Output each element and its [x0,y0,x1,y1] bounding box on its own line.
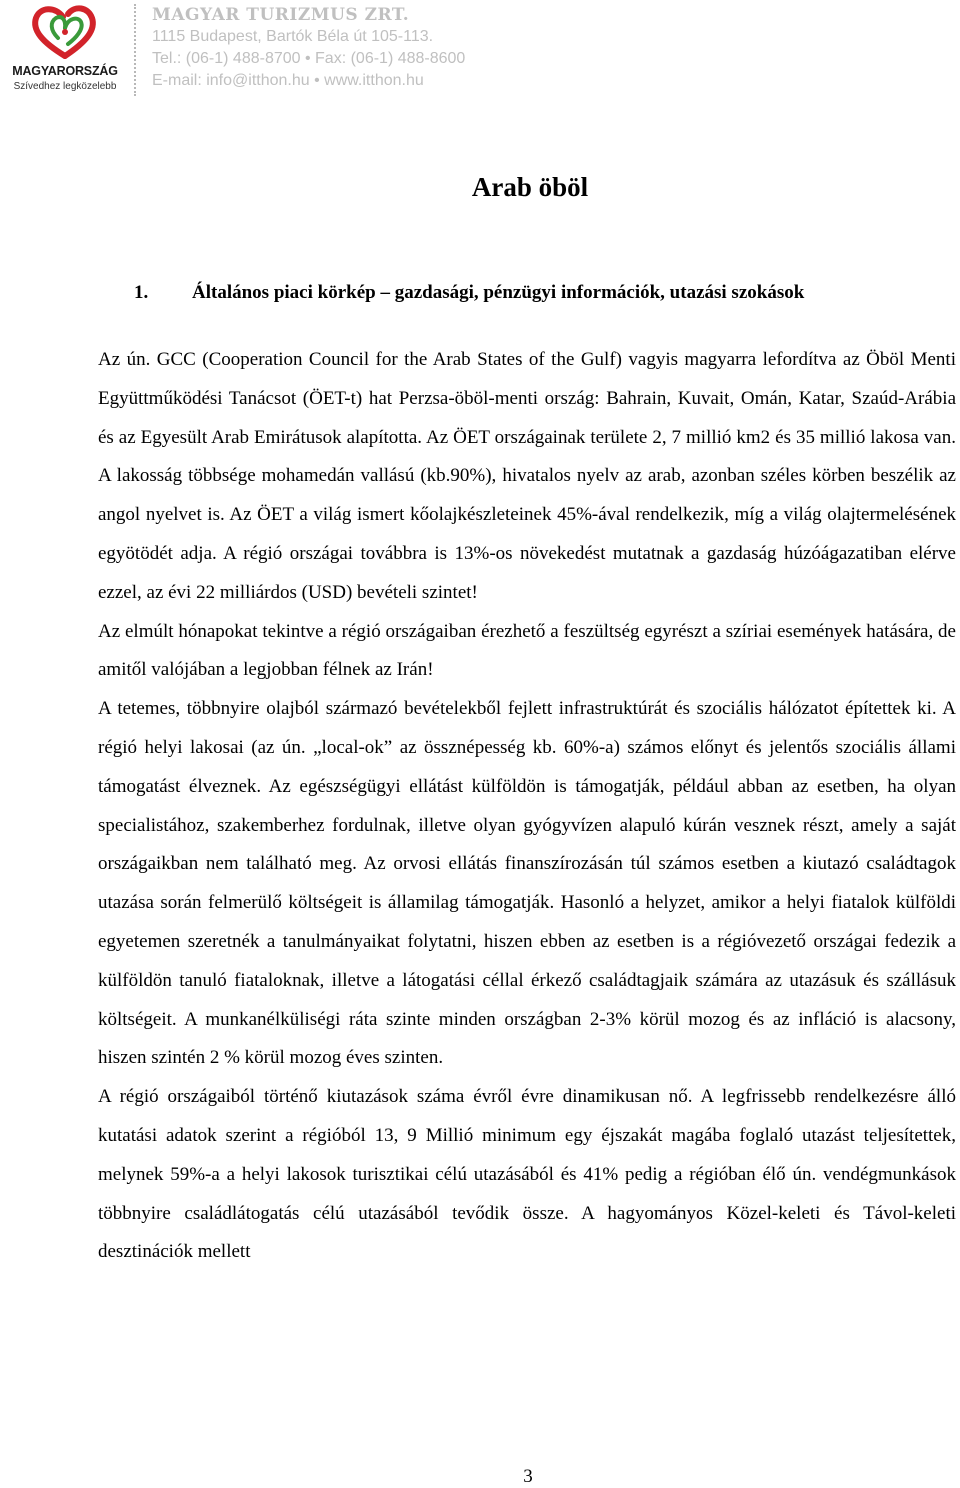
header-divider [134,4,137,96]
section-title: Általános piaci körkép – gazdasági, pénzügyi információk, utazási szokások [192,282,805,303]
paragraph: A tetemes, többnyire olajból származó bevételekből fejlett infrastruktúrát és szociális hálózatot építettek ki. A régió helyi lakosai (az ún. „local-ok” az össznépesség kb. 60%-a) számos előnyt és jelentős szociális állami támogatást élveznek. Az egészségügyi ellátást külföldön is támogatják, például abban az esetben, ha olyan specialistához, szakemberhez fordulnak, illetve olyan gyógyvízen alapuló kúrán vesznek részt, amely a saját országaikban nem található meg. Az orvosi ellátás finanszírozásán túl számos esetben a kiutazó családtagok utazása során felmerülő költségeit is államilag támogatják. Hasonló a helyzet, amikor a helyi fiatalok külföldi egyetemen szeretnék a tanulmányaikat folytatni, hiszen ebben az esetben is a régióvezető országai fedezik a külföldön tanuló fiataloknak, illetve a látogatási céllal érkező családtagjaik számára az utazásuk és szállásuk költségeit. A munkanélküliségi ráta szinte minden országban 2-3% körül mozog és az infláció is alacsony, hiszen szintén 2 % körül mozog éves szinten. [98,698,956,1069]
paragraph: Az elmúlt hónapokat tekintve a régió országaiban érezhető a feszültség egyrészt a szíriai események hatására, de amitől valójában a legjobban félnek az Irán! [98,620,956,681]
logo-name: MAGYARORSZÁG [12,64,118,78]
company-phone-fax: Tel.: (06-1) 488-8700 • Fax: (06-1) 488-8600 [152,50,466,67]
company-name: MAGYAR TURIZMUS ZRT. [152,5,410,25]
page-number: 3 [523,1466,533,1487]
heart-logo-icon [28,2,102,62]
body-text [98,341,956,1272]
section-heading [134,282,804,304]
paragraph: Az ún. GCC (Cooperation Council for the Arab States of the Gulf) vagyis magyarra lefordítva az Öböl Menti Együttműködési Tanácsot (ÖET-t) hat Perzsa-öböl-menti ország: Bahrain, Kuvait, Omán, Katar, Szaúd-Arábia és az Egyesült Arab Emirátusok alapította. Az ÖET országainak területe 2, 7 millió km2 és 35 millió lakosa van. A lakosság többsége mohamedán vallású (kb.90%), hivatalos nyelv az arab, azonban széles körben beszélik az angol nyelvet is. Az ÖET a világ ismert kőolajkészleteinek 45%-ával rendelkezik, míg a világ olajtermelésének egyötödét adja. A régió országai továbbra is 13%-os növekedést mutatnak a gazdaság húzóágazatiban elérve ezzel, az évi 22 milliárdos (USD) bevételi szintet! [98,349,956,603]
document-title: Arab öböl [471,172,589,202]
document-title-wrap [0,172,960,203]
logo-tagline: Szívedhez legközelebb [13,81,117,92]
company-address: 1115 Budapest, Bartók Béla út 105-113. [152,28,434,45]
section-number: 1. [134,282,149,303]
company-info [152,4,465,92]
paragraph: A régió országaiból történő kiutazások száma évről évre dinamikusan nő. A legfrissebb rendelkezésre álló kutatási adatok szerint a régióból 13, 9 Millió minimum egy éjszakát magába foglaló utazást teljesítettek, melynek 59%-a a helyi lakosok turisztikai célú utazásából és 41% pedig a régióban élő ún. vendégmunkások többnyire családlátogatás célú utazásából tevődik össze. A hagyományos Közel-keleti és Távol-keleti desztinációk mellett [98,1086,956,1263]
page-header [0,0,960,100]
magyarorszag-logo [6,2,124,96]
company-email-web: E-mail: info@itthon.hu • www.itthon.hu [152,72,424,89]
